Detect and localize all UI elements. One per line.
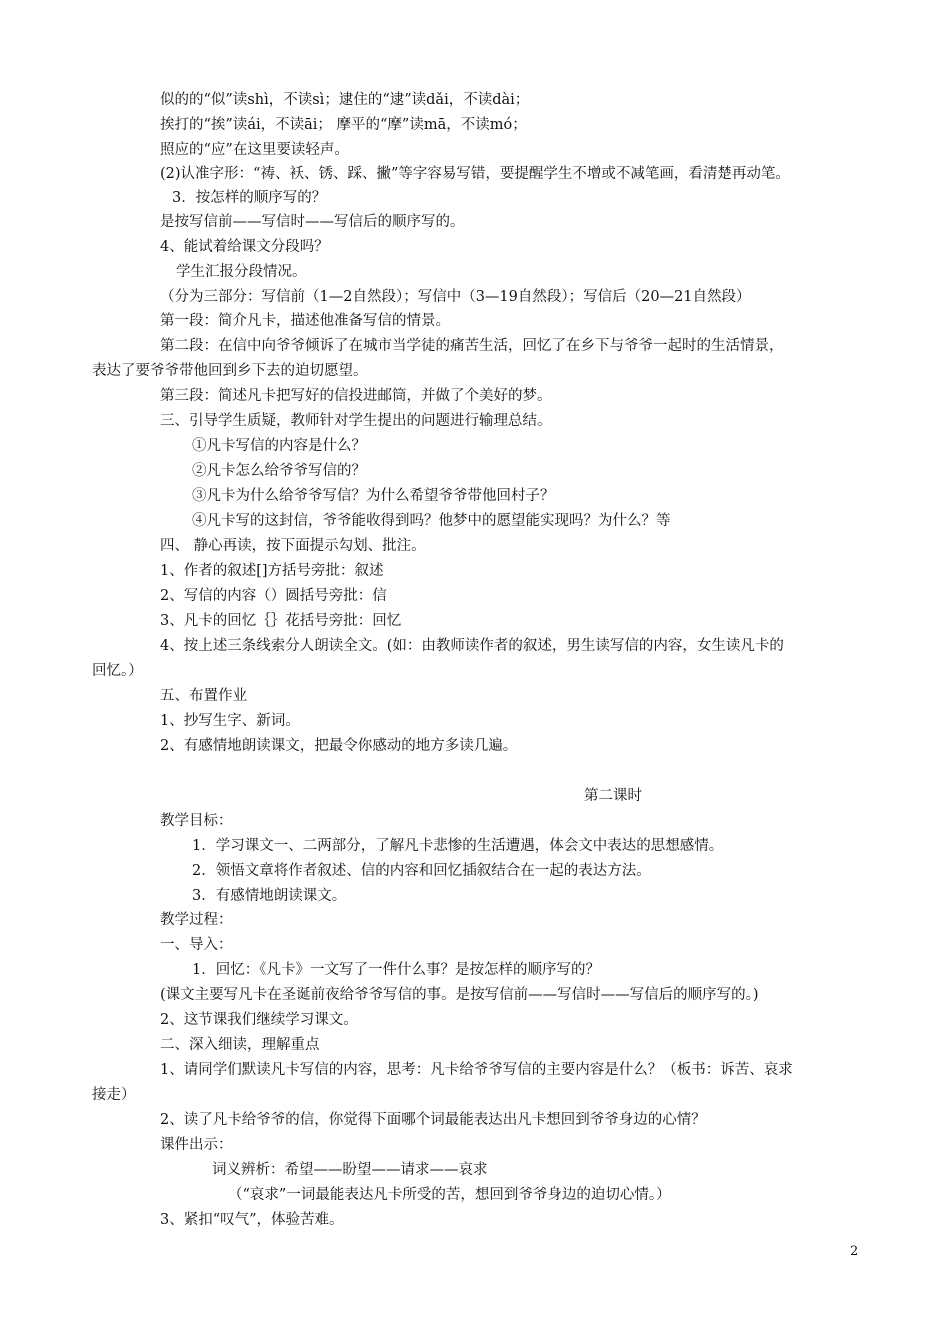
text-line: 2、读了凡卡给爷爷的信，你觉得下面哪个词最能表达出凡卡想回到爷爷身边的心情？ xyxy=(160,1112,706,1128)
text-line: 接走） xyxy=(92,1087,136,1103)
text-line: 教学目标： xyxy=(160,813,233,829)
text-line: 三、引导学生质疑，教师针对学生提出的问题进行输理总结。 xyxy=(160,413,552,429)
text-line: 1、请同学们默读凡卡写信的内容，思考：凡卡给爷爷写信的主要内容是什么？（板书：诉苦、哀求 xyxy=(160,1062,793,1078)
text-line: 课件出示： xyxy=(160,1137,233,1153)
text-line: （分为三部分：写信前（1—2自然段）；写信中（3—19自然段）；写信后（20—21自然段） xyxy=(160,289,751,305)
text-line: （“哀求”一词最能表达凡卡所受的苦，想回到爷爷身边的迫切心情。） xyxy=(228,1187,671,1203)
text-line: 4、按上述三条线索分人朗读全文。(如：由教师读作者的叙述，男生读写信的内容，女生读凡卡的 xyxy=(160,638,784,654)
text-line: 1．学习课文一、二两部分，了解凡卡悲惨的生活遭遇，体会文中表达的思想感情。 xyxy=(192,838,724,854)
text-line: 3、紧扣“叹气”，体验苦难。 xyxy=(160,1212,344,1228)
page-number: 2 xyxy=(850,1244,859,1259)
text-line: 回忆。） xyxy=(92,663,143,679)
text-line: 1．回忆：《凡卡》一文写了一件什么事？是按怎样的顺序写的？ xyxy=(192,962,600,978)
text-line: ②凡卡怎么给爷爷写信的？ xyxy=(192,463,366,479)
text-line: 第三段：简述凡卡把写好的信投进邮筒，并做了个美好的梦。 xyxy=(160,388,552,404)
text-line: 2、有感情地朗读课文，把最令你感动的地方多读几遍。 xyxy=(160,738,518,754)
text-line: 第二段：在信中向爷爷倾诉了在城市当学徒的痛苦生活，回忆了在乡下与爷爷一起时的生活情景， xyxy=(160,338,784,354)
text-line: 挨打的“挨”读ái，不读āi； 摩平的“摩”读mā，不读mó； xyxy=(160,117,527,133)
text-line: ①凡卡写信的内容是什么？ xyxy=(192,438,366,454)
text-line: 二、深入细读，理解重点 xyxy=(160,1037,320,1053)
text-line: 照应的“应”在这里要读轻声。 xyxy=(160,142,349,158)
text-line: 3．有感情地朗读课文。 xyxy=(192,888,347,904)
text-line: 1、作者的叙述[]方括号旁批：叙述 xyxy=(160,563,384,579)
text-line: 似的的“似”读shì，不读sì；逮住的“逮”读dǎi，不读dài； xyxy=(160,92,530,108)
text-line: 教学过程： xyxy=(160,912,233,928)
text-line: 3、凡卡的回忆｛｝花括号旁批：回忆 xyxy=(160,613,402,629)
text-line: 1、抄写生字、新词。 xyxy=(160,713,300,729)
text-line: ③凡卡为什么给爷爷写信？为什么希望爷爷带他回村子？ xyxy=(192,488,555,504)
text-line: 表达了要爷爷带他回到乡下去的迫切愿望。 xyxy=(92,363,368,379)
text-line: 词义辨析：希望——盼望——请求——哀求 xyxy=(212,1162,488,1178)
text-line: 3．按怎样的顺序写的？ xyxy=(172,190,327,206)
text-line: 2、这节课我们继续学习课文。 xyxy=(160,1012,358,1028)
text-line: 第一段：简介凡卡，描述他准备写信的情景。 xyxy=(160,313,450,329)
text-line: 一、导入： xyxy=(160,937,233,953)
text-line: (课文主要写凡卡在圣诞前夜给爷爷写信的事。是按写信前——写信时——写信后的顺序写的。) xyxy=(160,987,759,1003)
text-line: 2．领悟文章将作者叙述、信的内容和回忆插叙结合在一起的表达方法。 xyxy=(192,863,651,879)
text-line: 4、能试着给课文分段吗？ xyxy=(160,239,329,255)
text-line: 2、写信的内容（）圆括号旁批：信 xyxy=(160,588,387,604)
text-line: 学生汇报分段情况。 xyxy=(176,264,307,280)
text-line: (2)认准字形：“祷、袄、锈、踩、撇”等字容易写错，要提醒学生不增或不减笔画，看清楚再动笔。 xyxy=(160,166,790,182)
text-line: 第二课时 xyxy=(584,788,642,804)
text-line: 五、布置作业 xyxy=(160,688,247,704)
text-line: 是按写信前——写信时——写信后的顺序写的。 xyxy=(160,214,465,230)
text-line: ④凡卡写的这封信，爷爷能收得到吗？他梦中的愿望能实现吗？为什么？等 xyxy=(192,513,671,529)
text-line: 四、 静心再读，按下面提示勾划、批注。 xyxy=(160,538,426,554)
